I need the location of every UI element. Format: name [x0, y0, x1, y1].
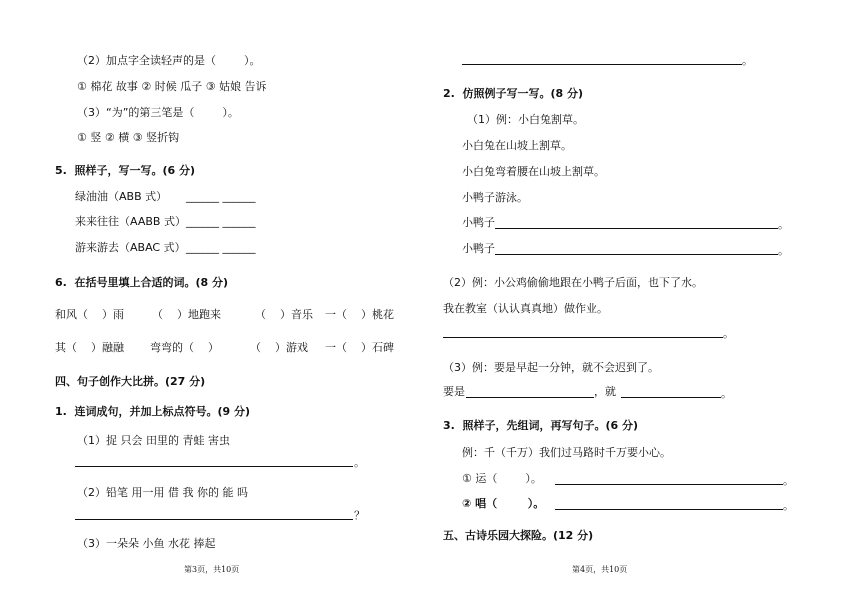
answer-line[interactable]: [495, 228, 778, 229]
q2-duck-prefix: 小鸭子: [462, 242, 495, 255]
answer-end: 。: [354, 456, 365, 469]
answer-line[interactable]: [555, 509, 783, 510]
q2-title: 2. 仿照例子写一写。(8 分): [443, 87, 584, 100]
q5-item-blanks[interactable]: ______ ______: [186, 215, 256, 228]
page-footer-left: 第3页，共10页: [184, 565, 240, 574]
q2-example-1b: 小白兔弯着腰在山坡上割草。: [462, 165, 605, 178]
answer-line[interactable]: [495, 254, 778, 255]
q6-cell[interactable]: 和风（ ）雨: [55, 308, 124, 321]
q2-example-3: （3）例：要是早起一分钟，就不会迟到了。: [443, 361, 659, 374]
page-footer-right: 第4页，共10页: [572, 565, 628, 574]
q2-example-1: （1）例：小白兔割草。: [467, 113, 584, 126]
answer-line[interactable]: [466, 397, 594, 398]
q4-2-prompt: （2）加点字全读轻声的是（ ）。: [77, 54, 261, 67]
q6-cell[interactable]: 弯弯的（ ）: [150, 341, 219, 354]
q6-cell[interactable]: 一（ ）石碑: [325, 341, 394, 354]
q2-ex3-yaoshi: 要是: [443, 385, 465, 398]
q1-words: （2）铅笔 用一用 借 我 你的 能 吗: [77, 486, 248, 499]
q1-words: （1）捉 只会 田里的 青蛙 害虫: [77, 434, 230, 447]
q6-cell[interactable]: （ ）地跑来: [152, 308, 221, 321]
q5-item-label: 游来游去（ABAC 式）: [75, 241, 186, 254]
q2-duck: 小鸭子游泳。: [462, 191, 528, 204]
q6-cell[interactable]: 一（ ）桃花: [325, 308, 394, 321]
q1-words: （3）一朵朵 小鱼 水花 捧起: [77, 537, 216, 550]
q6-cell[interactable]: （ ）游戏: [250, 341, 308, 354]
q2-duck-prefix: 小鸭子: [462, 216, 495, 229]
q6-cell[interactable]: （ ）音乐: [255, 308, 313, 321]
answer-line[interactable]: [75, 466, 353, 467]
answer-line[interactable]: [443, 337, 723, 338]
q2-example-1a: 小白兔在山坡上割草。: [462, 139, 572, 152]
q1-title: 1. 连词成句，并加上标点符号。(9 分): [55, 405, 251, 418]
answer-line[interactable]: [75, 519, 353, 520]
q5-title: 5. 照样子，写一写。(6 分): [55, 164, 196, 177]
q4-3-prompt: （3）“为”的第三笔是（ ）。: [77, 106, 239, 119]
q3-title: 3. 照样子，先组词，再写句子。(6 分): [443, 419, 639, 432]
q3-example: 例：千（千万）我们过马路时千万要小心。: [462, 446, 671, 459]
answer-line[interactable]: [462, 64, 742, 65]
answer-end: 。: [783, 474, 794, 487]
q6-cell[interactable]: 其（ ）融融: [55, 341, 124, 354]
section-5-title: 五、古诗乐园大探险。(12 分): [443, 529, 594, 542]
answer-line[interactable]: [555, 484, 783, 485]
answer-end: 。: [778, 244, 789, 257]
q4-2-options: ① 棉花 故事 ② 时候 瓜子 ③ 姑娘 告诉: [77, 80, 267, 93]
answer-end: 。: [783, 499, 794, 512]
answer-line[interactable]: [621, 397, 721, 398]
section-4-title: 四、句子创作大比拼。(27 分): [55, 375, 206, 388]
answer-end: 。: [778, 218, 789, 231]
q5-item-label: 来来往往（AABB 式）: [75, 215, 186, 228]
q5-item-blanks[interactable]: ______ ______: [186, 241, 256, 254]
q6-title: 6. 在括号里填上合适的词。(8 分): [55, 276, 229, 289]
answer-end: 。: [721, 387, 732, 400]
answer-end: ？: [354, 509, 365, 522]
q2-ex3-jiu: ，就: [594, 385, 616, 398]
answer-end: 。: [723, 327, 734, 340]
answer-end: 。: [742, 54, 753, 67]
q2-example-2: （2）例：小公鸡偷偷地跟在小鸭子后面，也下了水。: [443, 276, 703, 289]
q5-item-blanks[interactable]: ______ ______: [186, 190, 256, 203]
q4-3-options: ① 竖 ② 横 ③ 竖折钩: [77, 131, 180, 144]
q3-item-label[interactable]: ② 唱（ ）。: [462, 497, 545, 510]
q2-example-2a: 我在教室（认认真真地）做作业。: [443, 302, 608, 315]
q3-item-label[interactable]: ① 运（ ）。: [462, 472, 542, 485]
q5-item-label: 绿油油（ABB 式）: [75, 190, 168, 203]
